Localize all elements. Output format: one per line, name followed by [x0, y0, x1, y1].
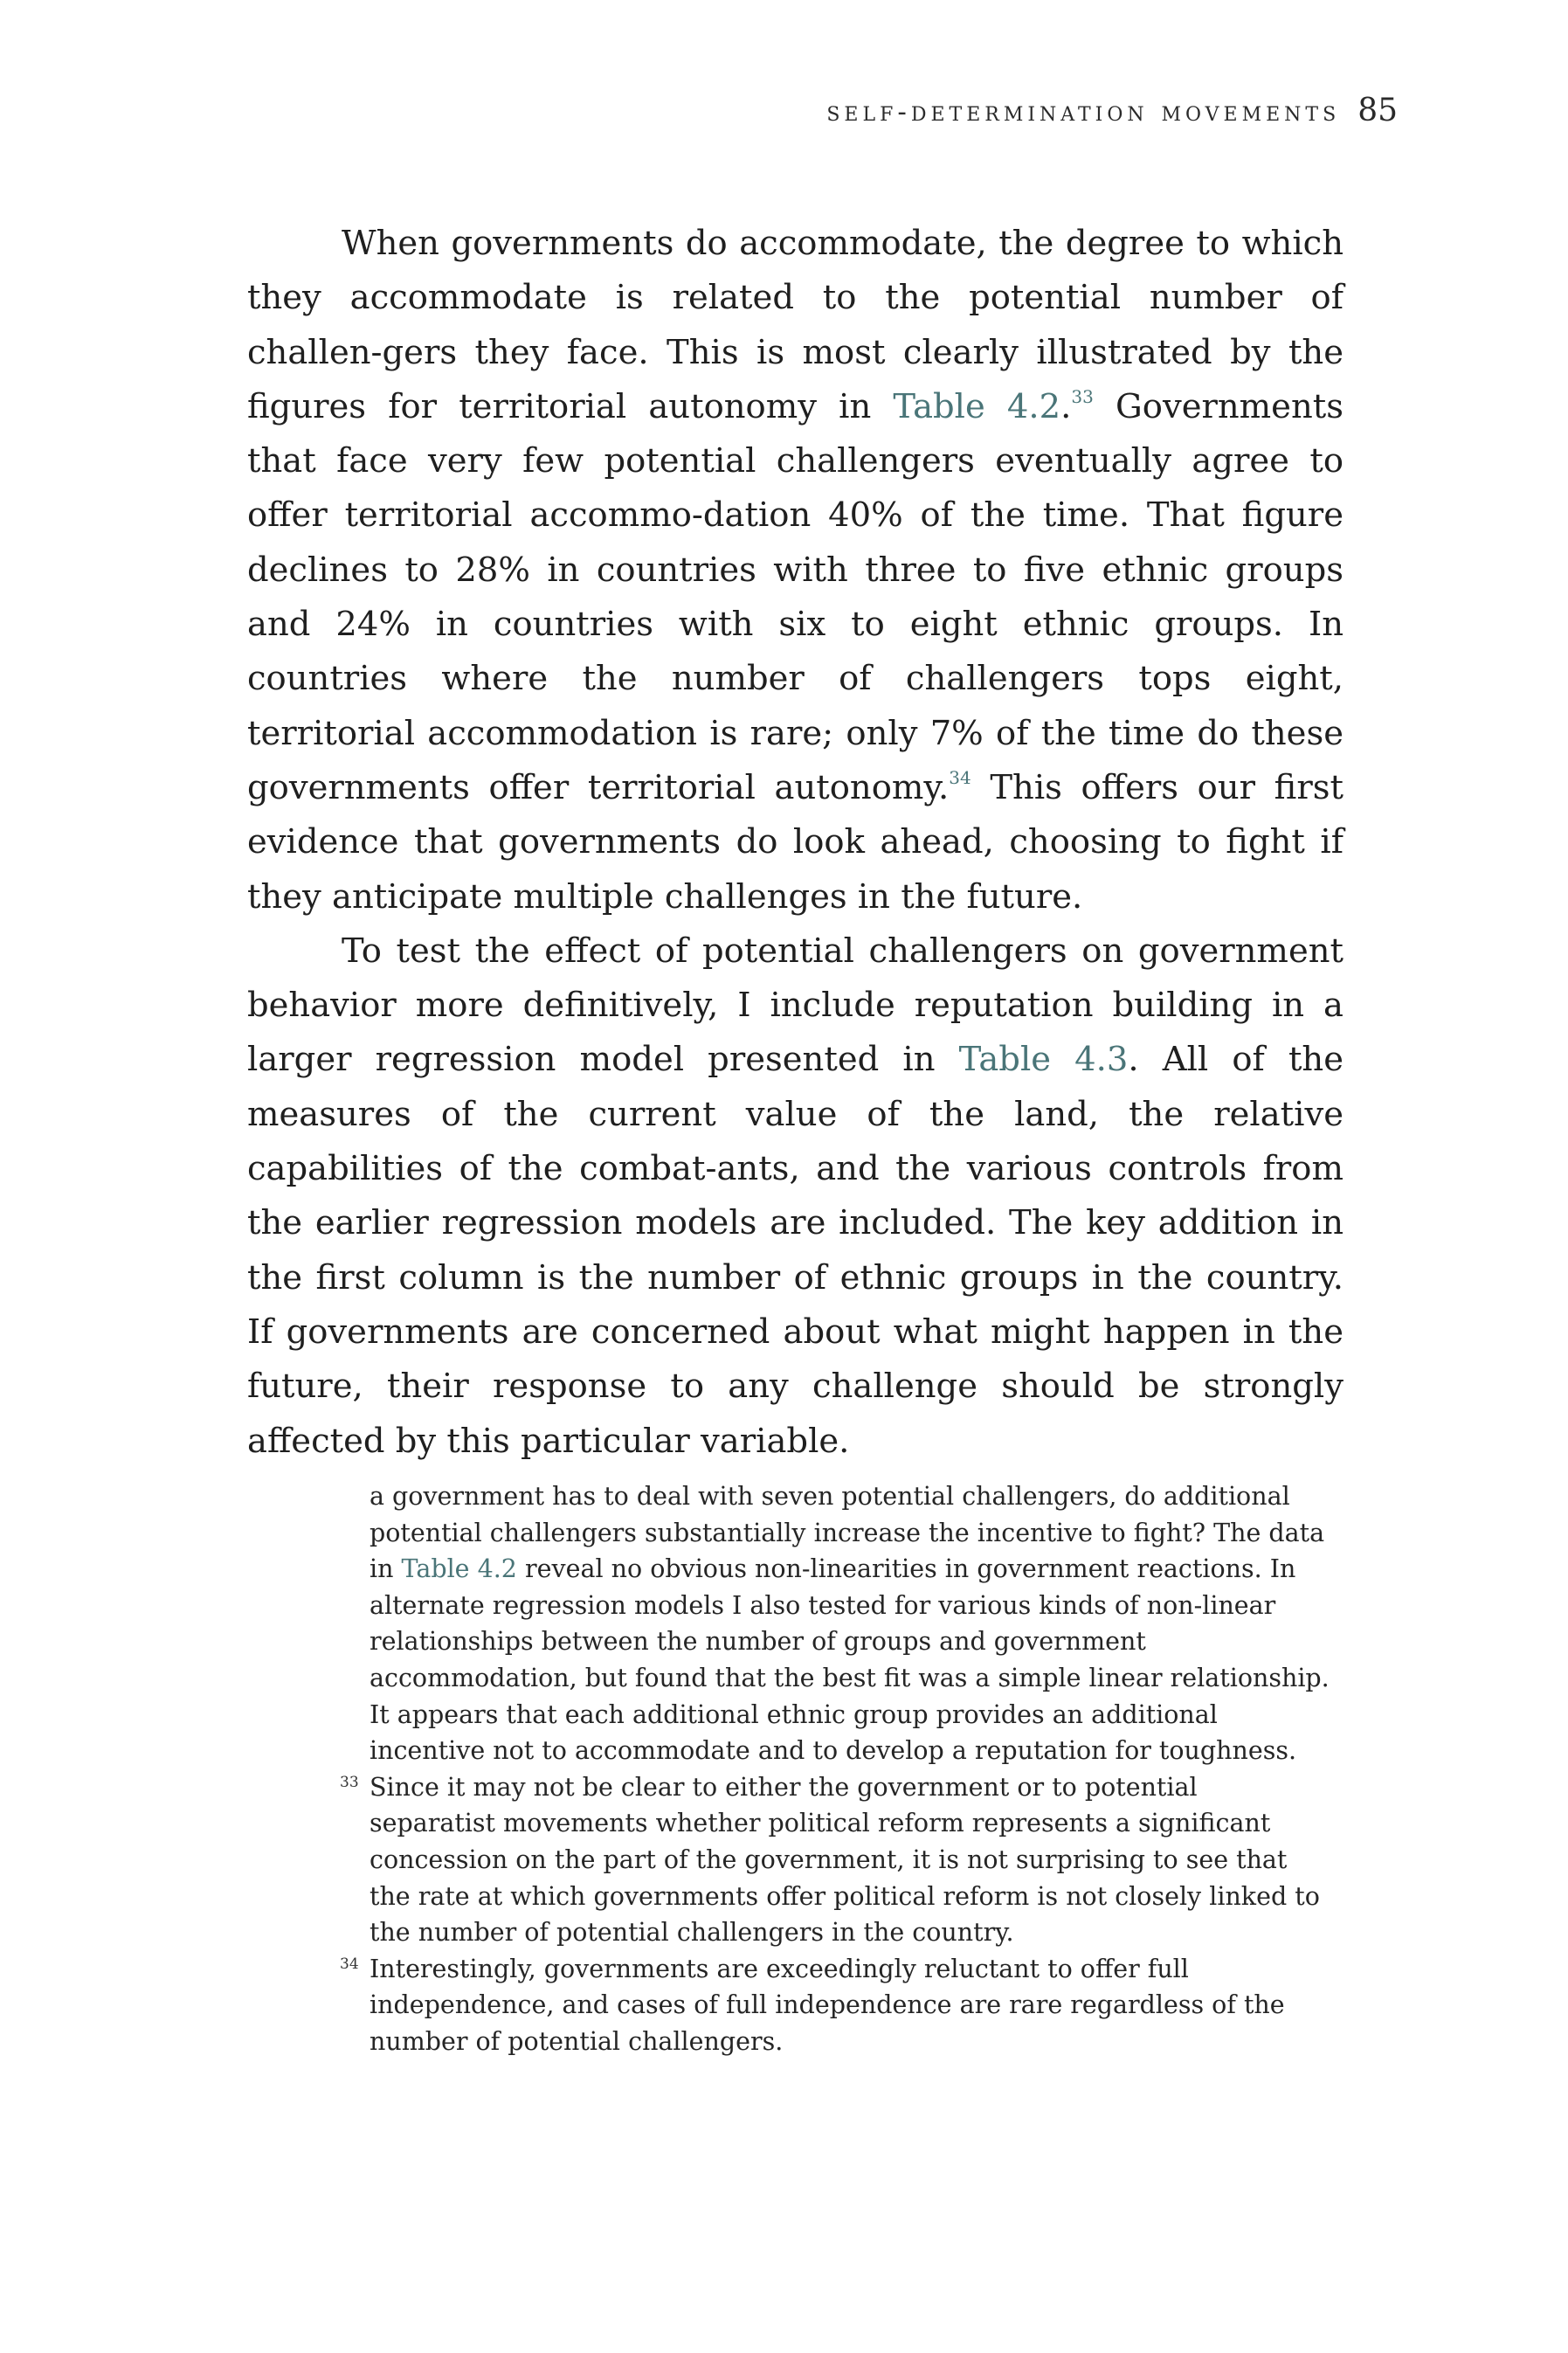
- footnote-text: Interestingly, governments are exceedingly reluctant to offer full independence, and cases of full independence are rare regardless of the number of potential challengers.: [370, 1954, 1285, 2056]
- running-head: [826, 93, 1398, 128]
- paragraph-2: [247, 924, 1344, 1469]
- footnote-continued: [370, 1478, 1330, 1769]
- footnote-number: 34: [340, 1955, 359, 1973]
- table-4-2-link[interactable]: Table 4.2: [893, 386, 1061, 426]
- footnotes: [340, 1478, 1330, 2060]
- page-number: 85: [1357, 93, 1398, 128]
- footnote-33: [340, 1769, 1330, 1951]
- footnote-text: Since it may not be clear to either the government or to potential separatist movements whether political reform represents a significant concession on the part of the government, it is not surprising to see that the rate at which governments offer political reform is not closely linked to the number of potential challengers in the country.: [370, 1772, 1320, 1948]
- footnote-ref-34[interactable]: 34: [949, 766, 971, 788]
- footnote-ref-33[interactable]: 33: [1071, 385, 1094, 407]
- running-title: self-determination movements: [826, 96, 1341, 128]
- text-run: a government has to deal with seven potential challengers, do additional potential challengers substantially increase the incentive to fight? The data in: [370, 1482, 1325, 1584]
- text-run: To test the effect of potential challengers on government behavior more definitively, I include reputation building in a larger regression model presented in: [247, 931, 1344, 1080]
- footnote-34: [340, 1951, 1330, 2060]
- text-run: When governments do accommodate, the degree to which they accommodate is related to the potential number of challen-gers they face. This is most clearly illustrated by the figures for territorial autonomy in: [247, 224, 1344, 426]
- text-run: .: [1060, 386, 1072, 426]
- main-text: [247, 217, 1344, 1469]
- text-run: . All of the measures of the current value of the land, the relative capabilities of the combat-ants, and the various controls from the earlier regression models are included. The key addition in the first column is the number of ethnic groups in the country. If governments are concerned about what might happen in the future, their response to any challenge should be strongly affected by this particular variable.: [247, 1040, 1344, 1461]
- table-4-3-link[interactable]: Table 4.3: [958, 1040, 1129, 1080]
- text-run: reveal no obvious non-linearities in government reactions. In alternate regression models I also tested for various kinds of non-linear relationships between the number of groups and government accommodation, but found that the best fit was a simple linear relationship. It appears that each additional ethnic group provides an additional incentive not to accommodate and to develop a reputation for toughness.: [370, 1554, 1330, 1766]
- paragraph-1: [247, 217, 1344, 924]
- text-run: Governments that face very few potential challengers eventually agree to offer territorial accommo-dation 40% of the time. That figure declines to 28% in countries with three to five ethnic groups and 24% in countries with six to eight ethnic groups. In countries where the number of challengers tops eight, territorial accommodation is rare; only 7% of the time do these governments offer territorial autonomy.: [247, 386, 1344, 807]
- text-run: This offers our first evidence that governments do look ahead, choosing to fight if they anticipate multiple challenges in the future.: [247, 767, 1344, 917]
- footnote-table-4-2-link[interactable]: Table 4.2: [401, 1554, 517, 1584]
- footnote-number: 33: [340, 1773, 359, 1791]
